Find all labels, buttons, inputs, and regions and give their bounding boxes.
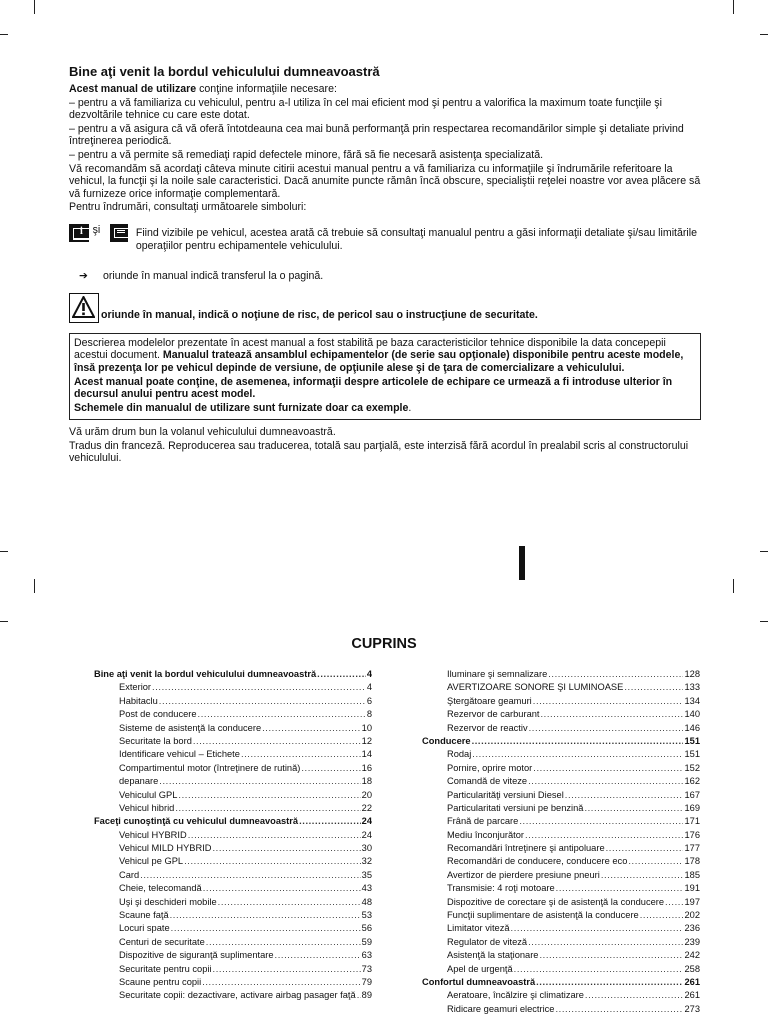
toc-entry-label: Conducere: [422, 735, 471, 746]
toc-entry[interactable]: [94, 681, 372, 694]
crop-mark: [760, 621, 768, 622]
toc-entry[interactable]: [94, 855, 372, 868]
toc-entry-label: AVERTIZOARE SONORE ŞI LUMINOASE: [447, 682, 624, 693]
toc-entry[interactable]: [94, 842, 372, 855]
welcome-title: Bine aţi venit la bordul vehiculului dumneavoastră: [69, 64, 380, 79]
toc-leader-dots: [601, 869, 684, 882]
toc-entry-label: Aeratoare, încălzire şi climatizare: [447, 990, 584, 1001]
toc-entry-page: 22: [361, 802, 372, 813]
toc-entry-label: Vehicul MILD HYBRID: [119, 843, 212, 854]
toc-entry-page: 133: [684, 682, 700, 693]
toc-leader-dots: [213, 963, 361, 976]
toc-entry-label: Apel de urgenţă: [447, 963, 513, 974]
toc-entry-label: Transmisie: 4 roţi motoare: [447, 883, 555, 894]
toc-entry-label: Post de conducere: [119, 709, 197, 720]
toc-entry-page: 6: [366, 695, 372, 706]
intro-bold: Acest manual de utilizare: [69, 83, 197, 95]
toc-title: CUPRINS: [351, 636, 417, 652]
toc-leader-dots: [519, 815, 683, 828]
toc-entry-label: Dispozitive de corectare şi de asistenţă la conducere: [447, 896, 665, 907]
toc-leader-dots: [565, 789, 684, 802]
toc-entry-page: 191: [684, 883, 700, 894]
toc-entry-page: 30: [361, 843, 372, 854]
toc-entry[interactable]: [422, 708, 700, 721]
toc-leader-dots: [525, 829, 683, 842]
toc-leader-dots: [555, 1003, 683, 1016]
toc-entry-label: Recomandări întreţinere şi antipoluare: [447, 843, 605, 854]
toc-leader-dots: [317, 668, 366, 681]
toc-entry-label: Mediu înconjurător: [447, 829, 524, 840]
toc-entry[interactable]: [94, 869, 372, 882]
symbols-intro: Pentru îndrumări, consultaţi următoarele simboluri:: [69, 201, 307, 214]
toc-entry[interactable]: [422, 909, 700, 922]
toc-entry[interactable]: [422, 829, 700, 842]
toc-leader-dots: [533, 762, 683, 775]
toc-entry[interactable]: [94, 735, 372, 748]
toc-entry-page: 8: [366, 709, 372, 720]
icons-row: [69, 224, 701, 252]
toc-entry-label: Compartimentul motor (întreţinere de rutină): [119, 762, 301, 773]
toc-entry-page: 63: [361, 950, 372, 961]
toc-leader-dots: [472, 735, 684, 748]
toc-entry[interactable]: [422, 722, 700, 735]
toc-entry-label: Habitaclu: [119, 695, 158, 706]
toc-entry-page: 169: [684, 802, 700, 813]
toc-entry[interactable]: [422, 922, 700, 935]
toc-leader-dots: [511, 922, 684, 935]
toc-leader-dots: [301, 762, 360, 775]
welcome-page: [69, 64, 701, 466]
toc-entry-page: 151: [684, 749, 700, 760]
toc-entry-label: Limitator viteză: [447, 923, 510, 934]
toc-entry-page: 197: [684, 896, 700, 907]
crop-mark: [733, 579, 734, 593]
toc-entry[interactable]: [422, 842, 700, 855]
toc-entry-label: Asistenţă la staţionare: [447, 950, 539, 961]
box-paragraph: [74, 402, 696, 415]
toc-entry-page: 18: [361, 776, 372, 787]
toc-entry-label: Rezervor de carburant: [447, 709, 540, 720]
toc-leader-dots: [198, 708, 366, 721]
warning-row: [69, 293, 701, 323]
toc-entry-page: 4: [366, 682, 372, 693]
arrow-row: [69, 270, 701, 283]
toc-entry-label: Vehiculul GPL: [119, 789, 178, 800]
toc-leader-dots: [357, 989, 361, 1002]
toc-entry[interactable]: [94, 882, 372, 895]
toc-entry[interactable]: [94, 949, 372, 962]
toc-leader-dots: [514, 963, 684, 976]
toc-entry[interactable]: [422, 762, 700, 775]
toc-leader-dots: [533, 695, 684, 708]
toc-entry-page: 236: [684, 923, 700, 934]
toc-entry-label: Exterior: [119, 682, 152, 693]
toc-entry-page: 73: [361, 963, 372, 974]
toc-entry-page: 242: [684, 950, 700, 961]
toc-entry[interactable]: [422, 869, 700, 882]
disclaimer-box: [69, 333, 701, 421]
toc-leader-dots: [262, 722, 361, 735]
chapter-marker: [519, 546, 525, 580]
toc-entry-page: 167: [684, 789, 700, 800]
toc-leader-dots: [206, 936, 361, 949]
toc-leader-dots: [529, 722, 684, 735]
toc-entry-label: Bine aţi venit la bordul vehiculului dumneavoastră: [94, 669, 317, 679]
toc-entry[interactable]: [422, 815, 700, 828]
toc-entry[interactable]: [422, 963, 700, 976]
toc-entry[interactable]: [94, 722, 372, 735]
arrow-icon: ➔: [79, 270, 88, 283]
bullet-item: – pentru a vă permite să remediaţi rapid defectele minore, fără să fie necesară asistenţa specializată.: [69, 148, 544, 161]
toc-entry-label: Dispozitive de siguranţă suplimentare: [119, 950, 274, 961]
toc-entry-page: 152: [684, 762, 700, 773]
toc-entry-page: 14: [361, 749, 372, 760]
toc-entry[interactable]: [94, 762, 372, 775]
toc-entry[interactable]: [422, 896, 700, 909]
toc-leader-dots: [241, 748, 361, 761]
toc-entry[interactable]: [422, 789, 700, 802]
toc-leader-dots: [548, 668, 683, 681]
toc-entry-label: Ridicare geamuri electrice: [447, 1003, 555, 1014]
icons-text: Fiind vizibile pe vehicul, acestea arată că trebuie să consultaţi manualul pentru a găsi informaţii detaliate şi/sau limitările operaţiilor pentru echipamentele vehiculului.: [135, 226, 698, 252]
toc-entry-label: Avertizor de pierdere presiune pneuri: [447, 869, 600, 880]
toc-leader-dots: [472, 748, 683, 761]
toc-entry-label: Funcţii suplimentare de asistenţă la conducere: [447, 910, 639, 921]
toc-entry-page: 171: [684, 816, 700, 827]
toc-entry-label: Particularitati versiuni pe benzină: [447, 802, 584, 813]
toc-leader-dots: [640, 909, 684, 922]
toc-entry-page: 12: [361, 735, 372, 746]
toc-entry-page: 10: [361, 722, 372, 733]
toc-leader-dots: [159, 775, 360, 788]
toc-entry-label: Faceţi cunoştinţă cu vehiculul dumneavoastră: [94, 816, 299, 827]
toc-entry[interactable]: [422, 681, 700, 694]
toc-entry-page: 176: [684, 829, 700, 840]
toc-entry[interactable]: [94, 695, 372, 708]
box-p3-end: .: [408, 401, 412, 414]
toc-entry-page: 146: [684, 722, 700, 733]
toc-entry-page: 35: [361, 869, 372, 880]
toc-entry-label: Rodaj: [447, 749, 472, 760]
toc-leader-dots: [628, 855, 683, 868]
manual-book-icon: [69, 224, 89, 242]
toc-entry-label: Sisteme de asistenţă la conducere: [119, 722, 262, 733]
toc-leader-dots: [188, 829, 361, 842]
warning-triangle-icon: [69, 293, 99, 323]
toc-entry[interactable]: [94, 963, 372, 976]
toc-entry[interactable]: [422, 1003, 700, 1016]
toc-entry-page: 162: [684, 776, 700, 787]
toc-entry-label: Vehicul hibrid: [119, 802, 175, 813]
toc-entry[interactable]: [94, 829, 372, 842]
toc-entry[interactable]: [422, 936, 700, 949]
toc-entry-page: 261: [684, 990, 700, 1001]
intro-paragraph: [69, 83, 701, 96]
toc-entry-label: Vehicul pe GPL: [119, 856, 184, 867]
toc-section-entry[interactable]: [94, 815, 372, 828]
toc-entry-label: Cheie, telecomandă: [119, 883, 202, 894]
toc-leader-dots: [193, 735, 361, 748]
toc-entry-label: Scaune faţă: [119, 910, 169, 921]
toc-entry-label: Confortul dumneavoastră: [422, 976, 536, 987]
farewell-text: Vă urăm drum bun la volanul vehiculului dumneavoastră.: [69, 426, 336, 439]
crop-mark: [760, 551, 768, 552]
intro-rest: conţine informaţiile necesare:: [196, 83, 337, 95]
toc-right-column: [422, 668, 700, 1016]
toc-leader-dots: [299, 815, 361, 828]
toc-entry-page: 79: [361, 976, 372, 987]
toc-entry[interactable]: [422, 949, 700, 962]
toc-entry-page: 53: [361, 910, 372, 921]
toc-entry-label: Securitate copii: dezactivare, activare airbag pasager faţă: [119, 990, 356, 1001]
toc-leader-dots: [202, 976, 360, 989]
toc-entry-page: 24: [361, 816, 372, 827]
toc-entry-label: Ştergătoare geamuri: [447, 695, 532, 706]
toc-entry[interactable]: [422, 855, 700, 868]
toc-entry-label: depanare: [119, 776, 159, 787]
recommend-paragraph: Vă recomandăm să acordaţi câteva minute citirii acestui manual pentru a vă familiariza cu informaţiile şi îndrumările referitoare la vehicul, la funcţii şi la noile sale caracteristici. Dacă anumite puncte rămân încă obscure, specialiştii reţelei noastre vor avea plăcere să vă furnizeze orice informaţie complementară.: [69, 162, 701, 200]
toc-entry-label: Iluminare şi semnalizare: [447, 669, 548, 679]
toc-leader-dots: [218, 896, 361, 909]
box-p3-bold: Schemele din manualul de utilizare sunt furnizate doar ca exemple: [74, 401, 409, 414]
box-paragraph: [74, 337, 696, 375]
toc-leader-dots: [585, 989, 684, 1002]
toc-entry[interactable]: [94, 802, 372, 815]
bullet-item: – pentru a vă asigura că vă oferă întotdeauna cea mai bună performanţă prin respectarea recomandărilor simple şi detaliate privind întreţinerea periodică.: [69, 122, 684, 148]
toc-leader-dots: [556, 882, 684, 895]
toc-entry[interactable]: [94, 909, 372, 922]
toc-section-entry[interactable]: [422, 976, 700, 989]
toc-entry-page: 32: [361, 856, 372, 867]
toc-entry-page: 185: [684, 869, 700, 880]
toc-leader-dots: [528, 775, 683, 788]
toc-entry-page: 273: [684, 1003, 700, 1014]
toc-entry[interactable]: [94, 748, 372, 761]
toc-entry-page: 261: [684, 976, 700, 987]
box-p1-normal: Descrierea modelelor prezentate în acest manual a fost stabilită pe baza caracteristicilor tehnice disponibile la data concepерii acestui document.: [74, 336, 666, 362]
toc-entry[interactable]: [422, 695, 700, 708]
toc-entry-label: Particularităţi versiuni Diesel: [447, 789, 564, 800]
toc-entry[interactable]: [94, 896, 372, 909]
toc-entry-label: Scaune pentru copii: [119, 976, 202, 987]
crop-mark: [0, 621, 8, 622]
toc-entry-label: Regulator de viteză: [447, 936, 528, 947]
warning-text: oriunde în manual, indică o noţiune de risc, de pericol sau o instrucţiune de securitate.: [101, 309, 538, 322]
toc-entry-page: 258: [684, 963, 700, 974]
toc-entry[interactable]: [94, 775, 372, 788]
toc-entry[interactable]: [422, 989, 700, 1002]
toc-entry-page: 89: [361, 990, 372, 1001]
toc-entry-page: 151: [684, 735, 700, 746]
toc-entry-page: 128: [684, 669, 700, 679]
toc-leader-dots: [171, 922, 361, 935]
toc-entry-page: 140: [684, 709, 700, 720]
toc-leader-dots: [528, 936, 683, 949]
translation-note: Tradus din franceză. Reproducerea sau traducerea, totală sau parţială, este interzisă fără acordul în prealabil scris al constructorului vehiculului.: [69, 439, 689, 465]
toc-leader-dots: [539, 949, 683, 962]
toc-entry[interactable]: [94, 976, 372, 989]
toc-entry-page: 20: [361, 789, 372, 800]
toc-leader-dots: [275, 949, 361, 962]
crop-mark: [34, 579, 35, 593]
toc-entry[interactable]: [422, 802, 700, 815]
toc-entry[interactable]: [94, 922, 372, 935]
toc-entry[interactable]: [94, 708, 372, 721]
crop-mark: [0, 34, 8, 35]
toc-entry-label: Securitate la bord: [119, 735, 192, 746]
toc-entry-page: 48: [361, 896, 372, 907]
toc-entry-page: 56: [361, 923, 372, 934]
toc-entry-page: 239: [684, 936, 700, 947]
crop-mark: [34, 0, 35, 14]
manual-screen-icon: [110, 224, 128, 242]
toc-leader-dots: [624, 681, 683, 694]
toc-entry-label: Securitate pentru copii: [119, 963, 212, 974]
toc-entry[interactable]: [94, 789, 372, 802]
toc-entry-label: Locuri spate: [119, 923, 170, 934]
toc-leader-dots: [665, 896, 683, 909]
toc-entry-label: Identificare vehicul – Etichete: [119, 749, 240, 760]
toc-entry-label: Comandă de viteze: [447, 776, 528, 787]
box-p1-bold: Manualul tratează ansamblul echipamentelor (de serie sau opţionale) disponibile pentru aceste modele, însă prezenţa lor pe vehicul depinde de versiune, de opţiunile alese şi de ţara de comercializare a vehiculului.: [74, 349, 684, 374]
toc-leader-dots: [203, 882, 361, 895]
toc-entry-page: 16: [361, 762, 372, 773]
crop-mark: [733, 0, 734, 14]
crop-mark: [760, 34, 768, 35]
toc-leader-dots: [178, 789, 360, 802]
toc-entry-label: Pornire, oprire motor: [447, 762, 533, 773]
toc-entry-page: 59: [361, 936, 372, 947]
toc-entry-label: Recomandări de conducere, conducere eco: [447, 856, 628, 867]
toc-entry-page: 134: [684, 695, 700, 706]
bullet-item: – pentru a vă familiariza cu vehiculul, pentru a-l utiliza în cel mai eficient mod şi pentru a valorifica la maximum toate funcţiile şi dezvoltările tehnice cu care este dotat.: [69, 96, 662, 122]
arrow-text: oriunde în manual indică transferul la o pagină.: [103, 270, 324, 283]
crop-mark: [0, 551, 8, 552]
toc-entry-label: Frână de parcare: [447, 816, 519, 827]
toc-leader-dots: [170, 909, 361, 922]
toc-leader-dots: [175, 802, 360, 815]
toc-leader-dots: [140, 869, 361, 882]
toc-entry[interactable]: [422, 775, 700, 788]
toc-leader-dots: [152, 681, 366, 694]
toc-leader-dots: [159, 695, 366, 708]
toc-leader-dots: [584, 802, 683, 815]
toc-left-column: [94, 668, 372, 1003]
toc-entry-page: 24: [361, 829, 372, 840]
toc-entry-label: Card: [119, 869, 140, 880]
toc-entry-page: 177: [684, 843, 700, 854]
toc-leader-dots: [212, 842, 360, 855]
toc-entry-label: Vehicul HYBRID: [119, 829, 187, 840]
toc-leader-dots: [606, 842, 684, 855]
toc-entry-label: Uşi şi deschideri mobile: [119, 896, 217, 907]
toc-entry-page: 202: [684, 910, 700, 921]
toc-leader-dots: [536, 976, 683, 989]
toc-entry[interactable]: [422, 882, 700, 895]
toc-entry-label: Rezervor de reactiv: [447, 722, 528, 733]
toc-entry[interactable]: [94, 989, 372, 1002]
toc-entry-page: 4: [366, 669, 372, 679]
toc-entry-page: 178: [684, 856, 700, 867]
toc-leader-dots: [541, 708, 684, 721]
toc-leader-dots: [184, 855, 361, 868]
toc-entry[interactable]: [422, 668, 700, 681]
toc-entry[interactable]: [422, 748, 700, 761]
box-p2: Acest manual poate conţine, de asemenea, informaţii despre articolele de echipare ce urmează a fi introduse ulterior în decursul anului pentru acest model.: [74, 375, 673, 401]
toc-entry-page: 43: [361, 883, 372, 894]
toc-entry-label: Centuri de securitate: [119, 936, 205, 947]
icons-and: şi: [92, 223, 101, 236]
toc-section-entry[interactable]: [422, 735, 700, 748]
toc-section-entry[interactable]: [94, 668, 372, 681]
toc-entry[interactable]: [94, 936, 372, 949]
